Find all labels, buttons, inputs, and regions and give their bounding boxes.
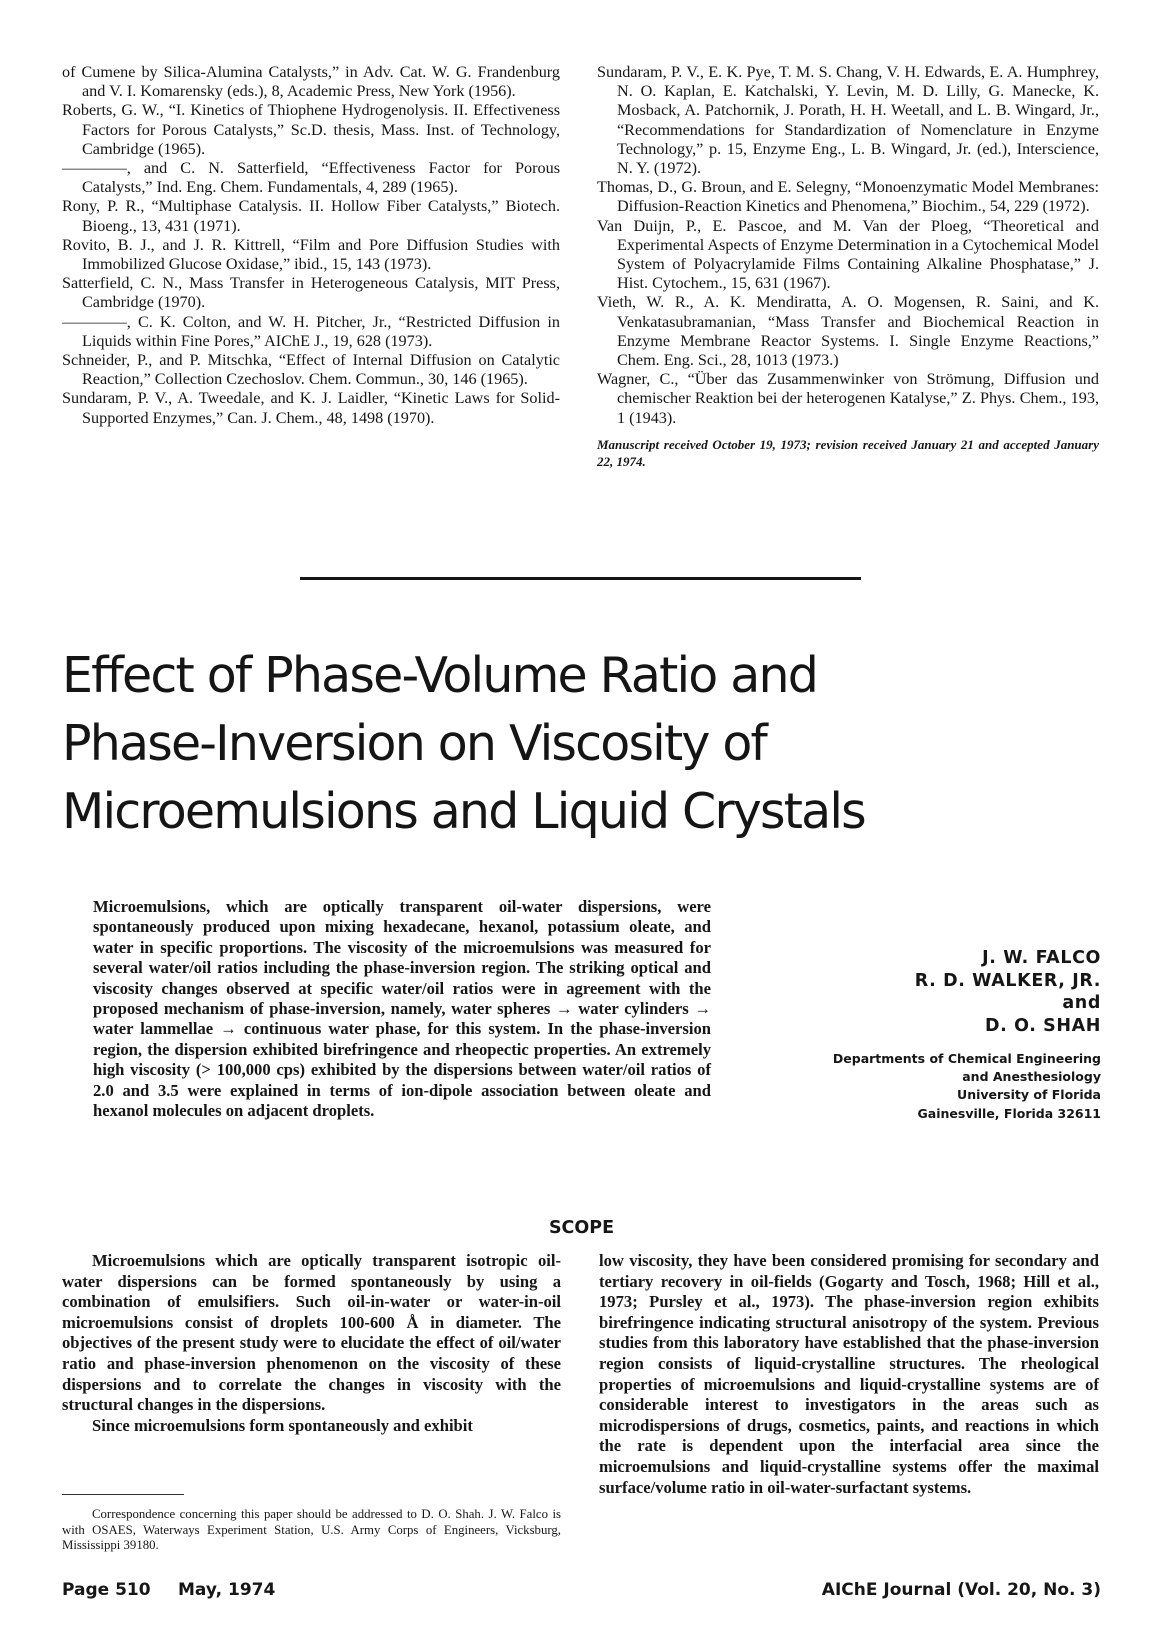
reference-entry: Sundaram, P. V., E. K. Pye, T. M. S. Chang, V. H. Edwards, E. A. Humphrey, N. O. Kaplan, E. Katchalski, Y. Levin, M. D. Lilly, G. Manecke, K. Mosback, A. Patchornik, J. Porath, H. H. Weetall, and L. B. Wingard, Jr., “Recommendations for Standardization of Nomenclature in Enzyme Technology,” p. 15, Enzyme Eng., L. B. Wingard, Jr. (ed.), Interscience, N. Y. (1972). <box>597 63 1099 178</box>
article-title <box>62 642 1112 846</box>
reference-entry: Rony, P. R., “Multiphase Catalysis. II. Hollow Fiber Catalysts,” Biotech. Bioeng., 13, 431 (1971). <box>62 197 560 235</box>
author-name: J. W. FALCO <box>982 948 1101 968</box>
author-block <box>781 947 1101 1123</box>
correspondence-footnote: Correspondence concerning this paper should be addressed to D. O. Shah. J. W. Falco is with OSAES, Waterways Experiment Station, U.S. Army Corps of Engineers, Vicksburg, Mississippi 39180. <box>62 1507 561 1552</box>
section-divider-rule <box>300 577 861 580</box>
references-left-column <box>62 63 560 428</box>
reference-entry: Vieth, W. R., A. K. Mendiratta, A. O. Mogensen, R. Saini, and K. Venkatasubramanian, “Mass Transfer and Biochemical Reaction in Enzyme Membrane Reactor Systems. I. Single Enzyme Reactions,” Chem. Eng. Sci., 28, 1013 (1973.) <box>597 293 1099 370</box>
reference-entry: Sundaram, P. V., A. Tweedale, and K. J. Laidler, “Kinetic Laws for Solid-Supported Enzymes,” Can. J. Chem., 48, 1498 (1970). <box>62 389 560 427</box>
reference-entry: Roberts, G. W., “I. Kinetics of Thiophene Hydrogenolysis. II. Effectiveness Factors for Porous Catalysts,” Sc.D. thesis, Mass. Inst. of Technology, Cambridge (1965). <box>62 101 560 158</box>
title-line: Phase-Inversion on Viscosity of <box>62 715 767 772</box>
affiliation-line: University of Florida <box>957 1087 1101 1103</box>
scope-paragraph: Microemulsions which are optically transparent isotropic oil-water dispersions can be formed spontaneously by using a combination of emulsifiers. Such oil-in-water or water-in-oil microemulsions consist of droplets 100-600 Å in diameter. The objectives of the present study were to elucidate the effect of oil/water ratio and phase-inversion phenomenon on the viscosity of these dispersions and to correlate the changes in viscosity with the structural changes in the dispersions. <box>62 1251 561 1415</box>
reference-entry: ————, C. K. Colton, and W. H. Pitcher, Jr., “Restricted Diffusion in Liquids within Fine Pores,” AIChE J., 19, 628 (1973). <box>62 312 560 350</box>
author-name: D. O. SHAH <box>985 1015 1101 1036</box>
footer-page-number: Page 510 <box>62 1580 151 1600</box>
scope-heading: SCOPE <box>548 1218 615 1238</box>
references-right-column <box>597 63 1099 470</box>
affiliation-line: and Anesthesiology <box>962 1069 1101 1085</box>
reference-entry: ————, and C. N. Satterfield, “Effectiveness Factor for Porous Catalysts,” Ind. Eng. Chem. Fundamentals, 4, 289 (1965). <box>62 159 560 197</box>
affiliation <box>781 1050 1101 1123</box>
affiliation-line: Gainesville, Florida 32611 <box>917 1105 1101 1121</box>
scope-right-column <box>599 1251 1099 1498</box>
title-line: Effect of Phase-Volume Ratio and <box>62 647 818 704</box>
manuscript-received-note: Manuscript received October 19, 1973; revision received January 21 and accepted January 22, 1974. <box>597 436 1099 469</box>
reference-entry: of Cumene by Silica-Alumina Catalysts,” in Adv. Cat. W. G. Frandenburg and V. I. Komarensky (eds.), 8, Academic Press, New York (1956). <box>62 63 560 101</box>
author-conjunction: and <box>1062 993 1101 1013</box>
affiliation-line: Departments of Chemical Engineering <box>832 1051 1101 1066</box>
reference-entry: Rovito, B. J., and J. R. Kittrell, “Film and Pore Diffusion Studies with Immobilized Glucose Oxidase,” ibid., 15, 143 (1973). <box>62 235 560 274</box>
reference-entry: Schneider, P., and P. Mitschka, “Effect of Internal Diffusion on Catalytic Reaction,” Collection Czechoslov. Chem. Commun., 30, 146 (1965). <box>62 351 560 389</box>
scope-paragraph: low viscosity, they have been considered promising for secondary and tertiary recovery in oil-fields (Gogarty and Tosch, 1968; Hill et al., 1973; Pursley et al., 1973). The phase-inversion region exhibits birefringence indicating structural anisotropy of the system. Previous studies from this laboratory have established that the phase-inversion region consists of liquid-crystalline structures. The rheological properties of microemulsions and liquid-crystalline systems are of considerable interest to investigators in the areas such as microdispersions of drugs, cosmetics, paints, and reactions in which the rate is dependent upon the interfacial area since the microemulsions and liquid-crystalline systems offer the maximal surface/volume ratio in oil-water-surfactant systems. <box>599 1251 1099 1497</box>
footer-journal-citation: AIChE Journal (Vol. 20, No. 3) <box>821 1580 1101 1600</box>
reference-entry: Van Duijn, P., E. Pascoe, and M. Van der Ploeg, “Theoretical and Experimental Aspects of Enzyme Determination in a Cytochemical Model System of Polyacrylamide Films Containing Alkaline Phosphatase,” J. Hist. Cytochem., 15, 631 (1967). <box>597 216 1099 293</box>
abstract-text: Microemulsions, which are optically transparent oil-water dispersions, were spontaneously produced upon mixing hexadecane, hexanol, potassium oleate, and water in specific proportions. The viscosity of the microemulsions was measured for several water/oil ratios including the phase-inversion region. The striking optical and viscosity changes observed at specific water/oil ratios were in agreement with the proposed mechanism of phase-inversion, namely, water spheres → water cylinders → water lammellae → continuous water phase, for this system. In the phase-inversion region, the dispersion exhibited birefringence and rheopectic properties. An extremely high viscosity (> 100,000 cps) exhibited by the dispersions between water/oil ratios of 2.0 and 3.5 were explained in terms of ion-dipole association between oleate and hexanol molecules on adjacent droplets. <box>93 897 711 1121</box>
footnote-rule <box>62 1494 184 1495</box>
scope-left-column <box>62 1251 561 1436</box>
scope-paragraph: Since microemulsions form spontaneously and exhibit <box>92 1415 473 1435</box>
title-line: Microemulsions and Liquid Crystals <box>62 783 865 840</box>
reference-entry: Thomas, D., G. Broun, and E. Selegny, “Monoenzymatic Model Membranes: Diffusion-Reaction Kinetics and Phenomena,” Biochim., 54, 229 (1972). <box>597 178 1099 216</box>
reference-entry: Satterfield, C. N., Mass Transfer in Heterogeneous Catalysis, MIT Press, Cambridge (1970). <box>62 274 560 312</box>
author-name: R. D. WALKER, JR. <box>914 970 1101 991</box>
reference-entry: Wagner, C., “Über das Zusammenwinker von Strömung, Diffusion und chemischer Reaktion bei der heterogenen Katalyse,” Z. Phys. Chem., 193, 1 (1943). <box>597 370 1099 427</box>
footer-date: May, 1974 <box>178 1580 276 1600</box>
